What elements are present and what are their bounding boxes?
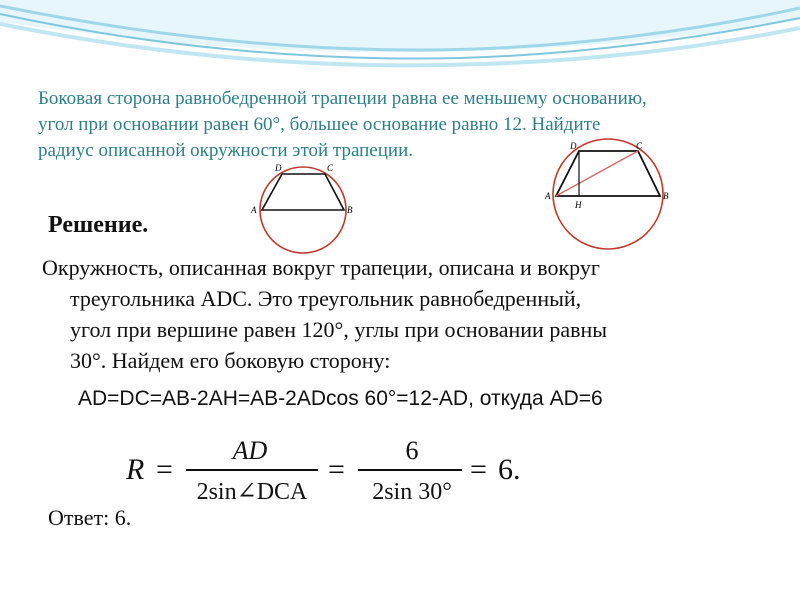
- problem-line: угол при основании равен 60°, большее основание равно 12. Найдите: [38, 114, 601, 135]
- label-h: H: [575, 200, 582, 210]
- label-c: C: [327, 163, 334, 173]
- formula-result: 6.: [498, 453, 521, 486]
- trapezoid: [556, 151, 660, 196]
- solution-heading: Решение.: [48, 212, 149, 238]
- frac2-numerator: 6: [405, 436, 419, 465]
- equals-sign: =: [156, 453, 173, 486]
- label-d: D: [570, 141, 577, 151]
- solution-text: [42, 252, 742, 376]
- small-trapezoid-figure: [245, 160, 365, 256]
- solution-line: Окружность, описанная вокруг трапеции, описана и вокруг: [42, 255, 600, 280]
- answer: Ответ: 6.: [48, 505, 132, 530]
- label-a: A: [251, 205, 257, 215]
- equation-line: AD=DC=AB-2AH=AB-2ADcos 60°=12-AD, откуда AD=6: [78, 387, 603, 410]
- header-wave-decoration: [0, 0, 800, 80]
- circumscribed-circle: [553, 139, 663, 249]
- radius-formula: [122, 433, 542, 513]
- label-b: B: [663, 191, 669, 201]
- frac1-numerator: AD: [232, 436, 268, 465]
- problem-line: Боковая сторона равнобедренной трапеции равна ее меньшему основанию,: [38, 88, 647, 109]
- solution-line: треугольника ADC. Это треугольник равнобедренный,: [70, 286, 582, 311]
- equals-sign: =: [470, 453, 487, 486]
- label-a: A: [545, 191, 551, 201]
- label-c: C: [636, 141, 643, 151]
- frac2-denominator: 2sin 30°: [372, 479, 452, 505]
- large-trapezoid-figure: [542, 138, 672, 250]
- label-b: B: [347, 205, 353, 215]
- label-d: D: [275, 163, 282, 173]
- equals-sign: =: [328, 453, 345, 486]
- solution-line: 30°. Найдем его боковую сторону:: [70, 348, 391, 373]
- trapezoid: [262, 174, 344, 210]
- formula-lhs: R: [126, 453, 145, 486]
- frac1-denominator: 2sin∠DCA: [196, 479, 308, 505]
- solution-line: угол при вершине равен 120°, углы при основании равны: [70, 317, 608, 342]
- problem-line: радиус описанной окружности этой трапеции.: [38, 140, 413, 161]
